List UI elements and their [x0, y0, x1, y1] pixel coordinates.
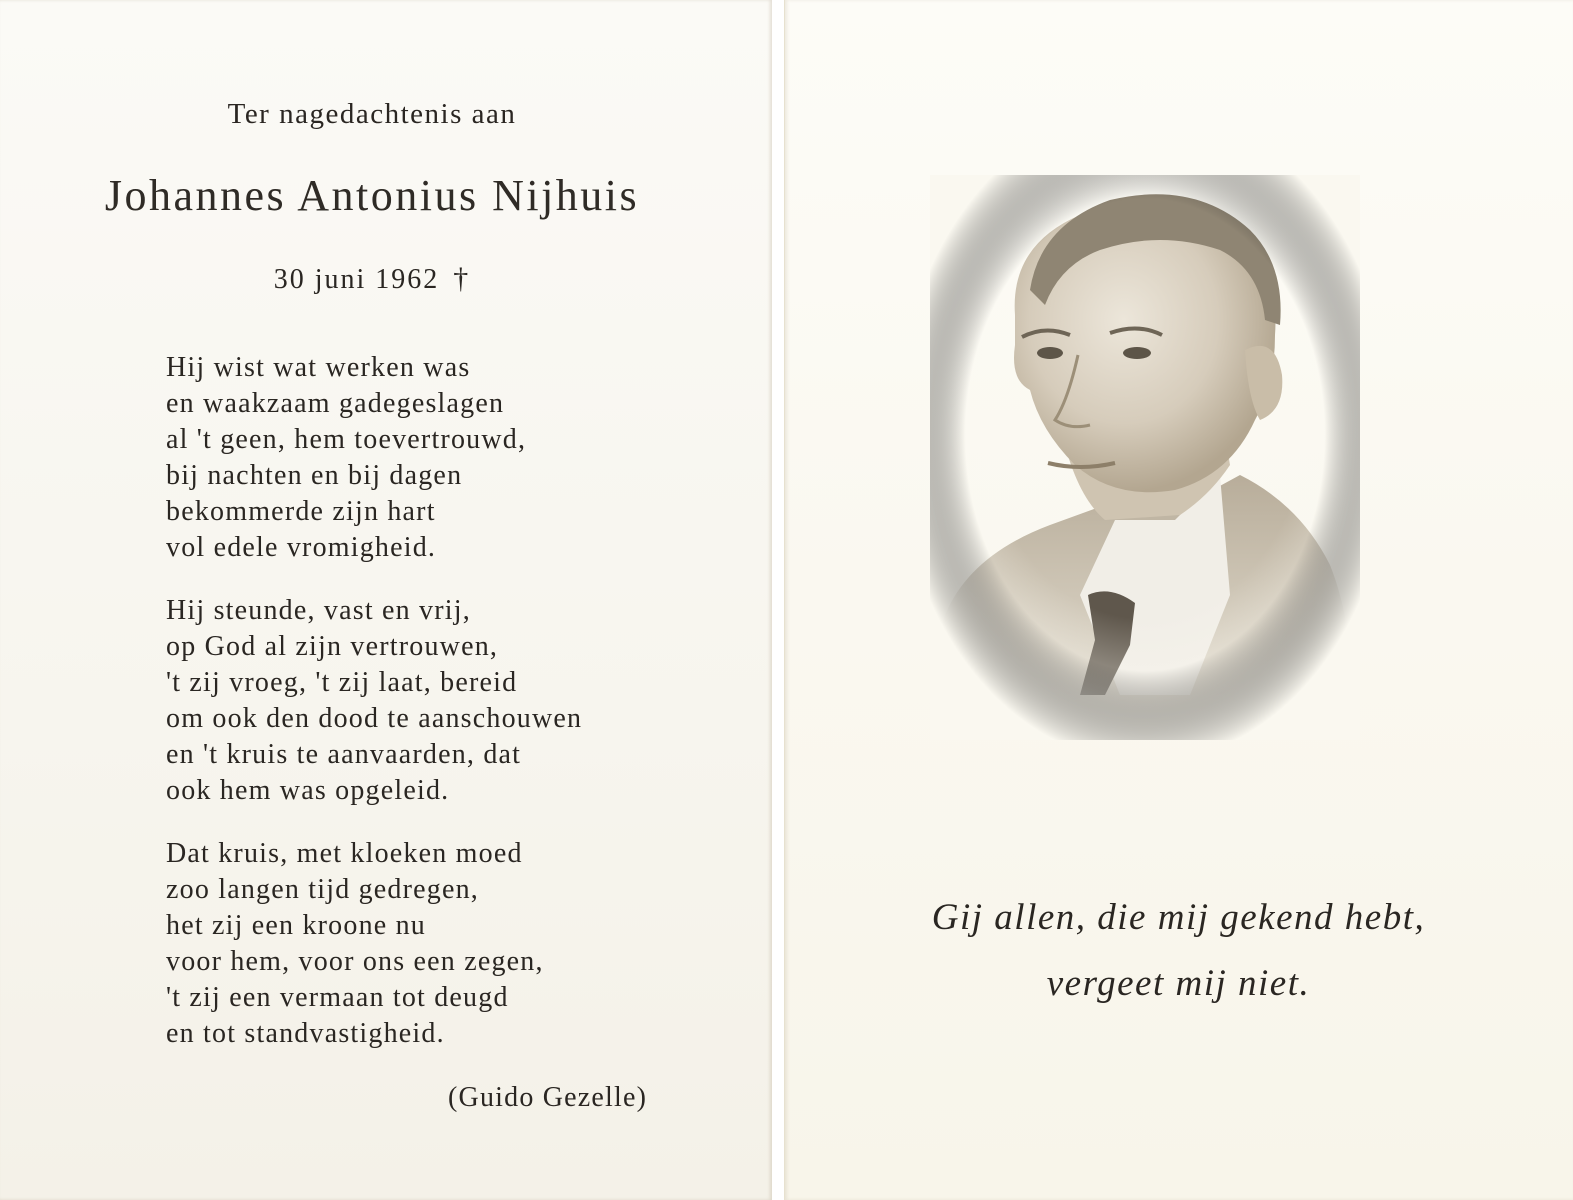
quote-line-1: Gij allen, die mij gekend hebt, [931, 897, 1426, 938]
portrait-photo [930, 175, 1360, 740]
poem-line: Hij wist wat werken was [166, 352, 471, 383]
date-text: 30 juni 1962 [273, 264, 440, 295]
poem-line: het zij een kroone nu [166, 910, 427, 941]
death-date [0, 262, 744, 296]
poem-stanza-1 [166, 350, 686, 566]
poem-line: al 't geen, hem toevertrouwd, [166, 424, 527, 455]
intro-text: Ter nagedachtenis aan [227, 98, 517, 130]
poem-line: vol edele vromigheid. [166, 532, 437, 563]
poem-line: om ook den dood te aanschouwen [166, 703, 583, 734]
poem-line: Hij steunde, vast en vrij, [166, 595, 471, 626]
poem-stanza-2 [166, 593, 686, 809]
poem-line: Dat kruis, met kloeken moed [166, 838, 523, 869]
card-gap [772, 0, 784, 1200]
poem-line: bij nachten en bij dagen [166, 460, 463, 491]
cross-icon: † [453, 262, 471, 295]
poem-line: bekommerde zijn hart [166, 496, 436, 527]
poem-attribution: (Guido Gezelle) [448, 1082, 648, 1113]
poem-line: voor hem, voor ons een zegen, [166, 946, 544, 977]
memorial-card-text-side [0, 0, 772, 1200]
quote-line-2: vergeet mij niet. [1046, 963, 1311, 1004]
deceased-name: Johannes Antonius Nijhuis [104, 171, 640, 220]
poem-line: ook hem was opgeleid. [166, 775, 450, 806]
poem-line: en 't kruis te aanvaarden, dat [166, 739, 522, 770]
poem-line: en tot standvastigheid. [166, 1018, 445, 1049]
poem-line: 't zij vroeg, 't zij laat, bereid [166, 667, 518, 698]
poem-line: en waakzaam gadegeslagen [166, 388, 505, 419]
poem-stanza-3 [166, 836, 686, 1052]
poem-line: op God al zijn vertrouwen, [166, 631, 499, 662]
poem-line: 't zij een vermaan tot deugd [166, 982, 509, 1013]
poem-line: zoo langen tijd gedregen, [166, 874, 480, 905]
